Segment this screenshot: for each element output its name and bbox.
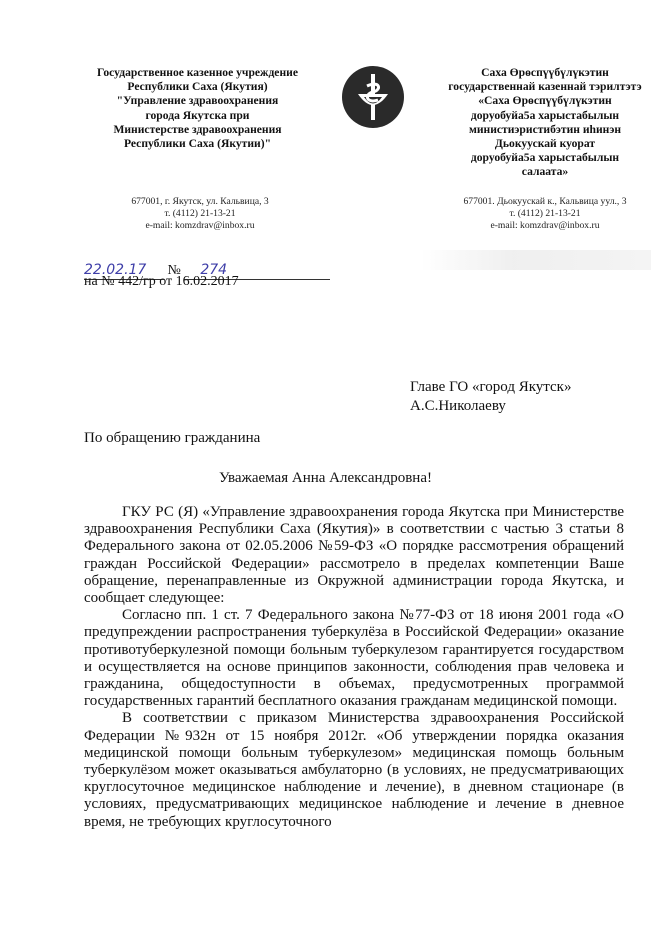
- header-right: [440, 66, 650, 180]
- address-street: 677001, г. Якутск, ул. Кальвица, 3: [131, 196, 269, 207]
- header-right-line: салаата»: [521, 165, 569, 179]
- header-left-line: города Якутска при: [145, 108, 250, 122]
- address-right: [440, 196, 650, 231]
- body-paragraph: В соответствии с приказом Министерства здравоохранения Российской Федерации №932н от 15 ноября 2012г. «Об утверждении порядка оказания медицинской помощи больным туберкулезом» медицинская помощь больным туберкулёзом может оказываться амбулаторно (в условиях, не предусматривающих круглосуточное медицинское наблюдение и лечение), в дневном стационаре (в условиях, предусматривающих медицинское наблюдение и лечение в дневное время, не требующих круглосуточного: [84, 710, 624, 830]
- header-left-line: Республики Саха (Якутии)": [123, 137, 272, 151]
- faded-stamp-mark: [421, 250, 651, 270]
- body-paragraph: ГКУ РС (Я) «Управление здравоохранения города Якутска при Министерстве здравоохранения Республики Саха (Якутия)» в соответствии с частью 3 статьи 8 Федерального закона от 02.05.2006 №59-ФЗ «О порядке рассмотрения обращений граждан Российской Федерации» рассмотрело в пределах компетенции Ваше обращение, перенаправленные из Окружной администрации города Якутска, и сообщает следующее:: [84, 504, 624, 607]
- registration-date: 22.02.17: [84, 262, 147, 278]
- address-street: 677001. Дьокуускай к., Кальвица уул., 3: [463, 196, 627, 207]
- reference-line: на № 442/гр от 16.02.2017: [84, 274, 239, 289]
- header-right-line: доруобуйа5а харыстабылын: [470, 108, 620, 122]
- salutation: Уважаемая Анна Александровна!: [219, 470, 432, 486]
- header-left-line: "Управление здравоохранения: [116, 94, 279, 108]
- header-left-line: Республики Саха (Якутия): [127, 80, 268, 94]
- number-sign: №: [167, 263, 181, 278]
- header-left: [70, 66, 325, 151]
- letter-body: [84, 496, 624, 831]
- addressee: [410, 378, 571, 416]
- body-paragraph: Согласно пп. 1 ст. 7 Федерального закона №77-ФЗ от 18 июня 2001 года «О предупреждении распространения туберкулёза в Российской Федерации» оказание противотуберкулезной помощи больным туберкулезом гарантируется государством и осуществляется на основе принципов законности, соблюдения прав человека и гражданина, общедоступности в объемах, предусмотренных программой государственных гарантий бесплатного оказания гражданам медицинской помощи.: [84, 607, 624, 710]
- addressee-name: А.С.Николаеву: [410, 398, 506, 414]
- letter-subject: По обращению гражданина: [84, 430, 261, 446]
- address-email: e-mail: komzdrav@inbox.ru: [490, 219, 600, 231]
- addressee-title: Главе ГО «город Якутск»: [410, 379, 572, 395]
- bowl-of-hygieia-icon: [340, 64, 406, 130]
- header-right-line: министиэристибэтин иһинэн: [468, 122, 622, 136]
- header-right-line: Дьокуускай куорат: [494, 137, 596, 151]
- address-phone: т. (4112) 21-13-21: [164, 207, 236, 219]
- address-phone: т. (4112) 21-13-21: [509, 207, 581, 219]
- address-left: [100, 196, 300, 231]
- header-right-line: Саха Өрөспүүбүлүкэтин: [481, 66, 609, 79]
- header-right-line: доруобуйа5а харыстабылын: [470, 151, 620, 165]
- registration-number: 274: [200, 262, 228, 278]
- header-right-line: «Саха Өрөспүүбүлүкэтин: [478, 94, 612, 108]
- header-right-line: государственнай казеннай тэрилтэтэ: [448, 80, 642, 94]
- address-email: e-mail: komzdrav@inbox.ru: [145, 219, 255, 231]
- header-left-line: Министерстве здравоохранения: [113, 122, 282, 136]
- header-left-line: Государственное казенное учреждение: [97, 66, 298, 79]
